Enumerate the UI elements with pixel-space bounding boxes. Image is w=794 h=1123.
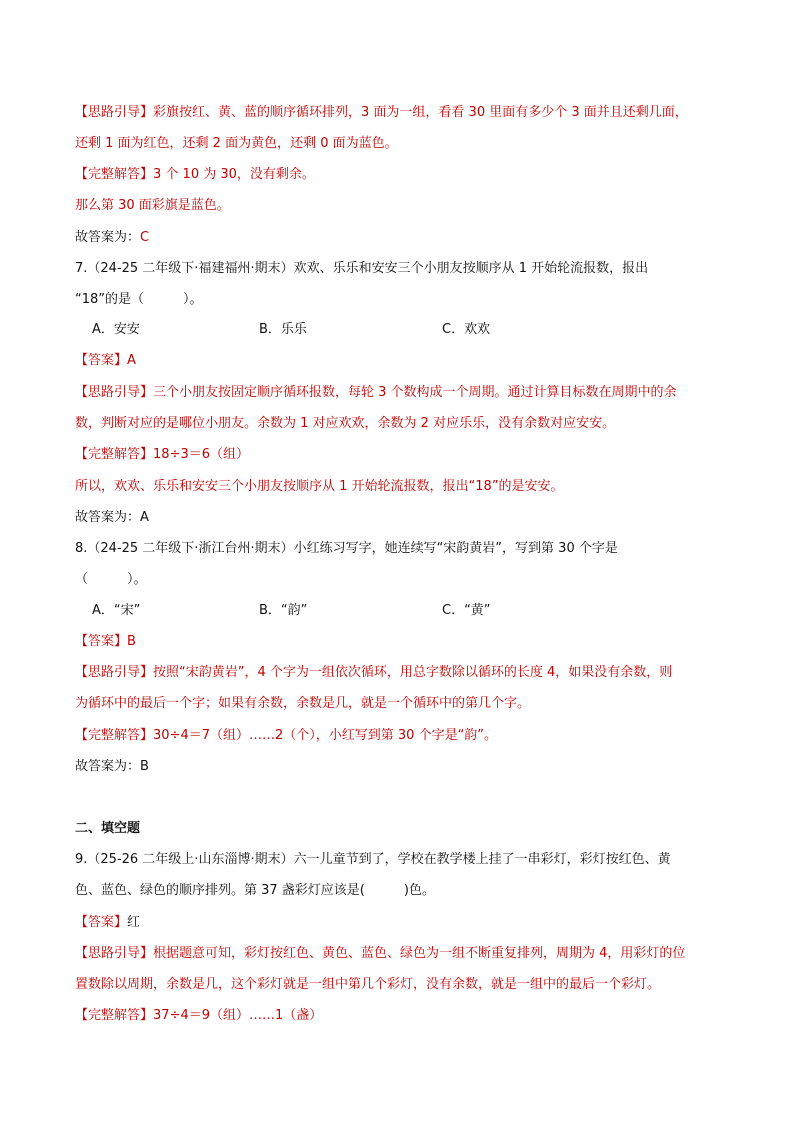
q7-solve-line-1 [75, 446, 249, 464]
solve-tag: 【完整解答】 [75, 167, 154, 182]
q7-answer [75, 352, 136, 370]
q8-solve-line-1 [75, 727, 497, 745]
q9-stem-line-1: 9.（25-26 二年级上·山东淄博·期末）六一儿童节到了，学校在教学楼上挂了一串彩灯，彩灯按红色、黄 [75, 852, 671, 867]
q8-option-a: A．“宋” [92, 603, 141, 618]
q8-option-b: B．“韵” [259, 603, 308, 618]
q7-option-b: B．乐乐 [259, 322, 307, 337]
q7-think-line-1 [75, 384, 677, 402]
think-tag: 【思路引导】 [75, 385, 154, 400]
think-text: 根据题意可知，彩灯按红色、黄色、蓝色、绿色为一组不断重复排列，周期为 4，用彩灯的位 [153, 946, 686, 961]
q8-think-line-2: 为循环中的最后一个字；如果有余数，余数是几，就是一个循环中的第几个字。 [75, 696, 531, 711]
q7-option-c: C．欢欢 [442, 322, 491, 337]
q6-solve-line-2: 那么第 30 面彩旗是蓝色。 [75, 198, 230, 213]
solve-text: 18÷3＝6（组） [153, 447, 249, 462]
answer-tag: 【答案】 [75, 634, 128, 649]
answer-value: B [127, 634, 136, 649]
think-tag: 【思路引导】 [75, 946, 154, 961]
solve-text: 37÷4＝9（组）……1（盏） [153, 1008, 323, 1023]
q9-think-line-1 [75, 945, 685, 963]
q9-solve-line-1 [75, 1007, 322, 1025]
q7-final-answer: 故答案为：A [75, 510, 149, 525]
answer-value: A [127, 353, 136, 368]
final-label: 故答案为： [75, 230, 141, 245]
q7-option-a: A．安安 [92, 322, 140, 337]
q6-final-answer [75, 229, 149, 247]
q7-think-line-2: 数，判断对应的是哪位小朋友。余数为 1 对应欢欢，余数为 2 对应乐乐，没有余数对应安安。 [75, 416, 616, 431]
q8-answer [75, 633, 136, 651]
think-text: 三个小朋友按固定顺序循环报数，每轮 3 个数构成一个周期。通过计算目标数在周期中的余 [153, 385, 677, 400]
q6-solve-line-1 [75, 166, 315, 184]
solve-text: 3 个 10 为 30，没有剩余。 [153, 167, 315, 182]
q8-stem-line-2: （ ）。 [75, 572, 147, 587]
solve-tag: 【完整解答】 [75, 728, 154, 743]
q6-think-line-2: 还剩 1 面为红色，还剩 2 面为黄色，还剩 0 面为蓝色。 [75, 136, 398, 151]
q8-option-c: C．“黄” [442, 603, 491, 618]
solve-tag: 【完整解答】 [75, 1008, 154, 1023]
solve-tag: 【完整解答】 [75, 447, 154, 462]
solve-text: 30÷4＝7（组）……2（个），小红写到第 30 个字是“韵”。 [153, 728, 498, 743]
think-text: 彩旗按红、黄、蓝的顺序循环排列，3 面为一组，看看 30 里面有多少个 3 面并且还剩几面， [153, 105, 688, 120]
q8-stem-line-1: 8.（24-25 二年级下·浙江台州·期末）小红练习写字，她连续写“宋韵黄岩”，写到第 30 个字是 [75, 541, 618, 556]
q7-stem-line-2: “18”的是（ ）。 [75, 292, 203, 307]
q8-final-answer: 故答案为：B [75, 759, 149, 774]
q9-think-line-2: 置数除以周期，余数是几，这个彩灯就是一组中第几个彩灯，没有余数，就是一组中的最后一个彩灯。 [75, 977, 661, 992]
q7-stem-line-1: 7.（24-25 二年级下·福建福州·期末）欢欢、乐乐和安安三个小朋友按顺序从 1 开始轮流报数，报出 [75, 261, 649, 276]
q9-stem-line-2: 色、蓝色、绿色的顺序排列。第 37 盏彩灯应该是( )色。 [75, 883, 435, 898]
answer-value: 红 [127, 915, 141, 930]
think-tag: 【思路引导】 [75, 665, 154, 680]
q6-think-line-1 [75, 104, 688, 122]
q7-solve-line-2: 所以，欢欢、乐乐和安安三个小朋友按顺序从 1 开始轮流报数，报出“18”的是安安。 [75, 479, 564, 494]
q8-think-line-1 [75, 664, 672, 682]
answer-tag: 【答案】 [75, 915, 128, 930]
final-letter: C [140, 230, 150, 245]
think-text: 按照“宋韵黄岩”，4 个字为一组依次循环，用总字数除以循环的长度 4，如果没有余数，则 [153, 665, 673, 680]
answer-tag: 【答案】 [75, 353, 128, 368]
think-tag: 【思路引导】 [75, 105, 154, 120]
section-title: 二、填空题 [75, 821, 141, 836]
q9-answer [75, 914, 140, 932]
